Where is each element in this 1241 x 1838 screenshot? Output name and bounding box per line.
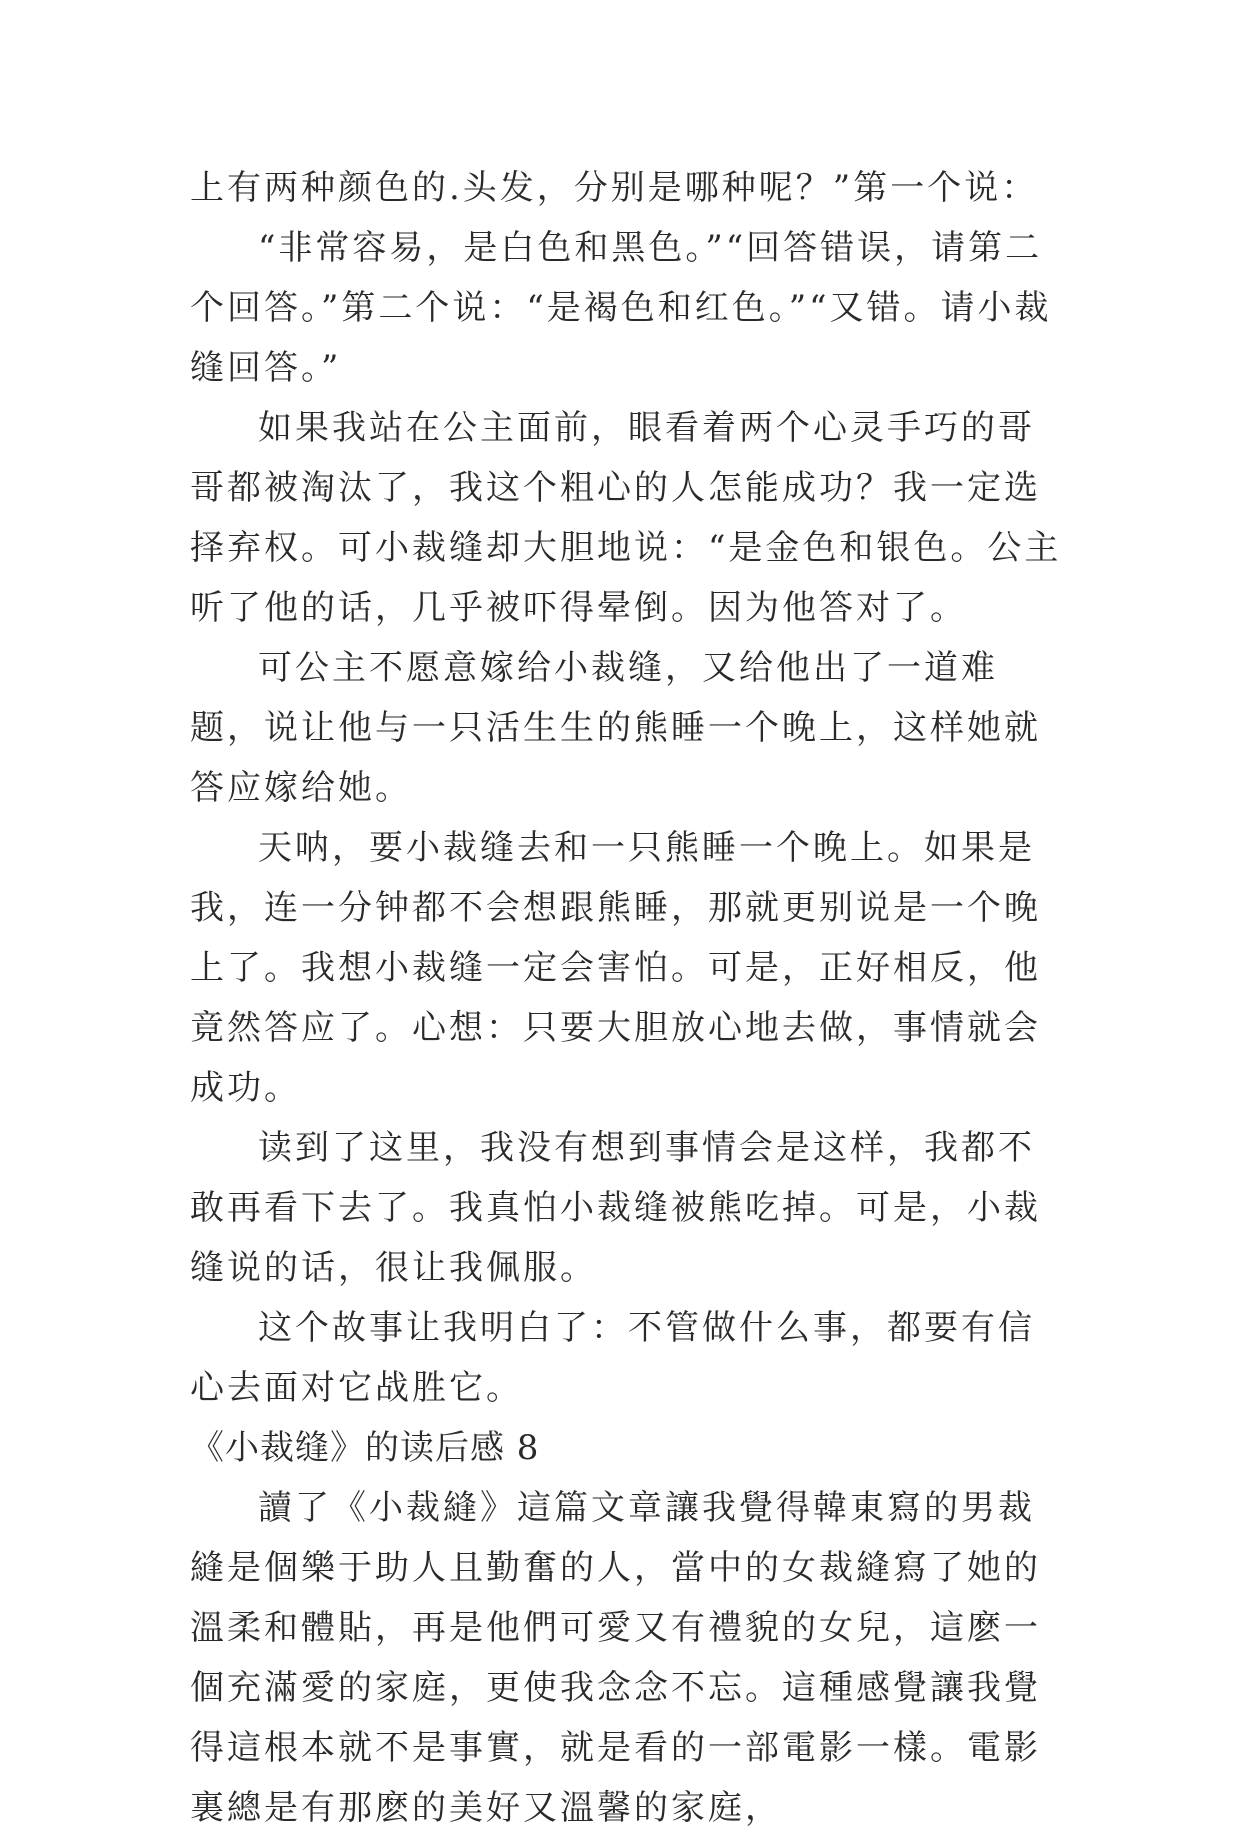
paragraph: 讀了《小裁縫》這篇文章讓我覺得韓東寫的男裁縫是個樂于助人且勤奮的人，當中的女裁縫寫了她的溫柔和體貼，再是他們可愛又有禮貌的女兒，這麽一個充滿愛的家庭，更使我念念不忘。這種感覺讓我覺得這根本就不是事實，就是看的一部電影一樣。電影裏總是有那麽的美好又溫馨的家庭， <box>190 1488 1041 1828</box>
section-heading: 《小裁缝》的读后感 8 <box>190 1428 540 1468</box>
paragraph: 天呐，要小裁缝去和一只熊睡一个晚上。如果是我，连一分钟都不会想跟熊睡，那就更别说是一个晚上了。我想小裁缝一定会害怕。可是，正好相反，他竟然答应了。心想：只要大胆放心地去做，事情就会成功。 <box>190 828 1041 1108</box>
document-body <box>190 158 1070 1838</box>
paragraph: 可公主不愿意嫁给小裁缝，又给他出了一道难题，说让他与一只活生生的熊睡一个晚上，这样她就答应嫁给她。 <box>190 648 1041 808</box>
paragraph: 如果我站在公主面前，眼看着两个心灵手巧的哥哥都被淘汰了，我这个粗心的人怎能成功？我一定选择弃权。可小裁缝却大胆地说：“是金色和银色。公主听了他的话，几乎被吓得晕倒。因为他答对了。 <box>190 408 1062 628</box>
paragraph: “非常容易，是白色和黑色。”“回答错误，请第二个回答。”第二个说：“是褐色和红色。”“又错。请小裁缝回答。” <box>190 228 1052 388</box>
paragraph: 读到了这里，我没有想到事情会是这样，我都不敢再看下去了。我真怕小裁缝被熊吃掉。可是，小裁缝说的话，很让我佩服。 <box>190 1128 1041 1288</box>
paragraph-continuation: 上有两种颜色的.头发，分别是哪种呢？”第一个说： <box>190 168 1039 208</box>
paragraph: 这个故事让我明白了：不管做什么事，都要有信心去面对它战胜它。 <box>190 1308 1035 1408</box>
